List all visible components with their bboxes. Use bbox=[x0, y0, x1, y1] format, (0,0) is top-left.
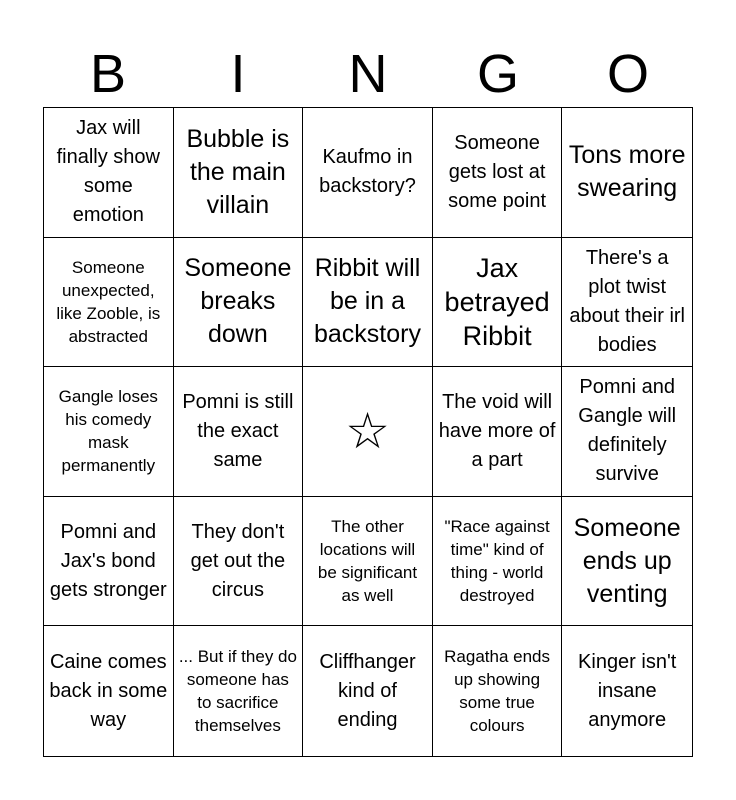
bingo-cell[interactable]: Pomni is still the exact same bbox=[174, 367, 304, 497]
bingo-cell[interactable]: Pomni and Gangle will definitely survive bbox=[562, 367, 692, 497]
bingo-cell[interactable]: The void will have more of a part bbox=[433, 367, 563, 497]
bingo-header bbox=[43, 44, 693, 104]
header-letter-o: O bbox=[606, 44, 649, 104]
bingo-cell[interactable]: Someone ends up venting bbox=[562, 497, 692, 627]
bingo-cell[interactable]: Tons more swearing bbox=[562, 108, 692, 238]
bingo-cell[interactable]: Bubble is the main villain bbox=[174, 108, 304, 238]
bingo-cell[interactable]: Pomni and Jax's bond gets stronger bbox=[44, 497, 174, 627]
bingo-cell[interactable]: Someone unexpected, like Zooble, is abstracted bbox=[44, 238, 174, 368]
bingo-cell[interactable]: Kaufmo in backstory? bbox=[303, 108, 433, 238]
header-letter-g: G bbox=[476, 44, 519, 104]
bingo-cell[interactable]: Ragatha ends up showing some true colours bbox=[433, 626, 563, 756]
header-letter-n: N bbox=[348, 44, 388, 104]
bingo-cell[interactable]: Ribbit will be in a backstory bbox=[303, 238, 433, 368]
header-letter-i: I bbox=[230, 44, 246, 104]
bingo-cell[interactable]: "Race against time" kind of thing - world destroyed bbox=[433, 497, 563, 627]
bingo-grid bbox=[43, 107, 693, 757]
bingo-cell[interactable]: Someone gets lost at some point bbox=[433, 108, 563, 238]
bingo-cell[interactable]: The other locations will be significant as well bbox=[303, 497, 433, 627]
bingo-cell[interactable]: Jax betrayed Ribbit bbox=[433, 238, 563, 368]
bingo-cell[interactable]: Gangle loses his comedy mask permanently bbox=[44, 367, 174, 497]
free-space-star-icon[interactable]: ☆ bbox=[303, 367, 433, 497]
bingo-cell[interactable]: Caine comes back in some way bbox=[44, 626, 174, 756]
bingo-cell[interactable]: Jax will finally show some emotion bbox=[44, 108, 174, 238]
bingo-cell[interactable]: They don't get out the circus bbox=[174, 497, 304, 627]
bingo-cell[interactable]: There's a plot twist about their irl bodies bbox=[562, 238, 692, 368]
header-letter-b: B bbox=[89, 44, 127, 104]
bingo-cell[interactable]: Cliffhanger kind of ending bbox=[303, 626, 433, 756]
bingo-cell[interactable]: ... But if they do someone has to sacrifice themselves bbox=[174, 626, 304, 756]
bingo-cell[interactable]: Someone breaks down bbox=[174, 238, 304, 368]
bingo-cell[interactable]: Kinger isn't insane anymore bbox=[578, 650, 677, 731]
